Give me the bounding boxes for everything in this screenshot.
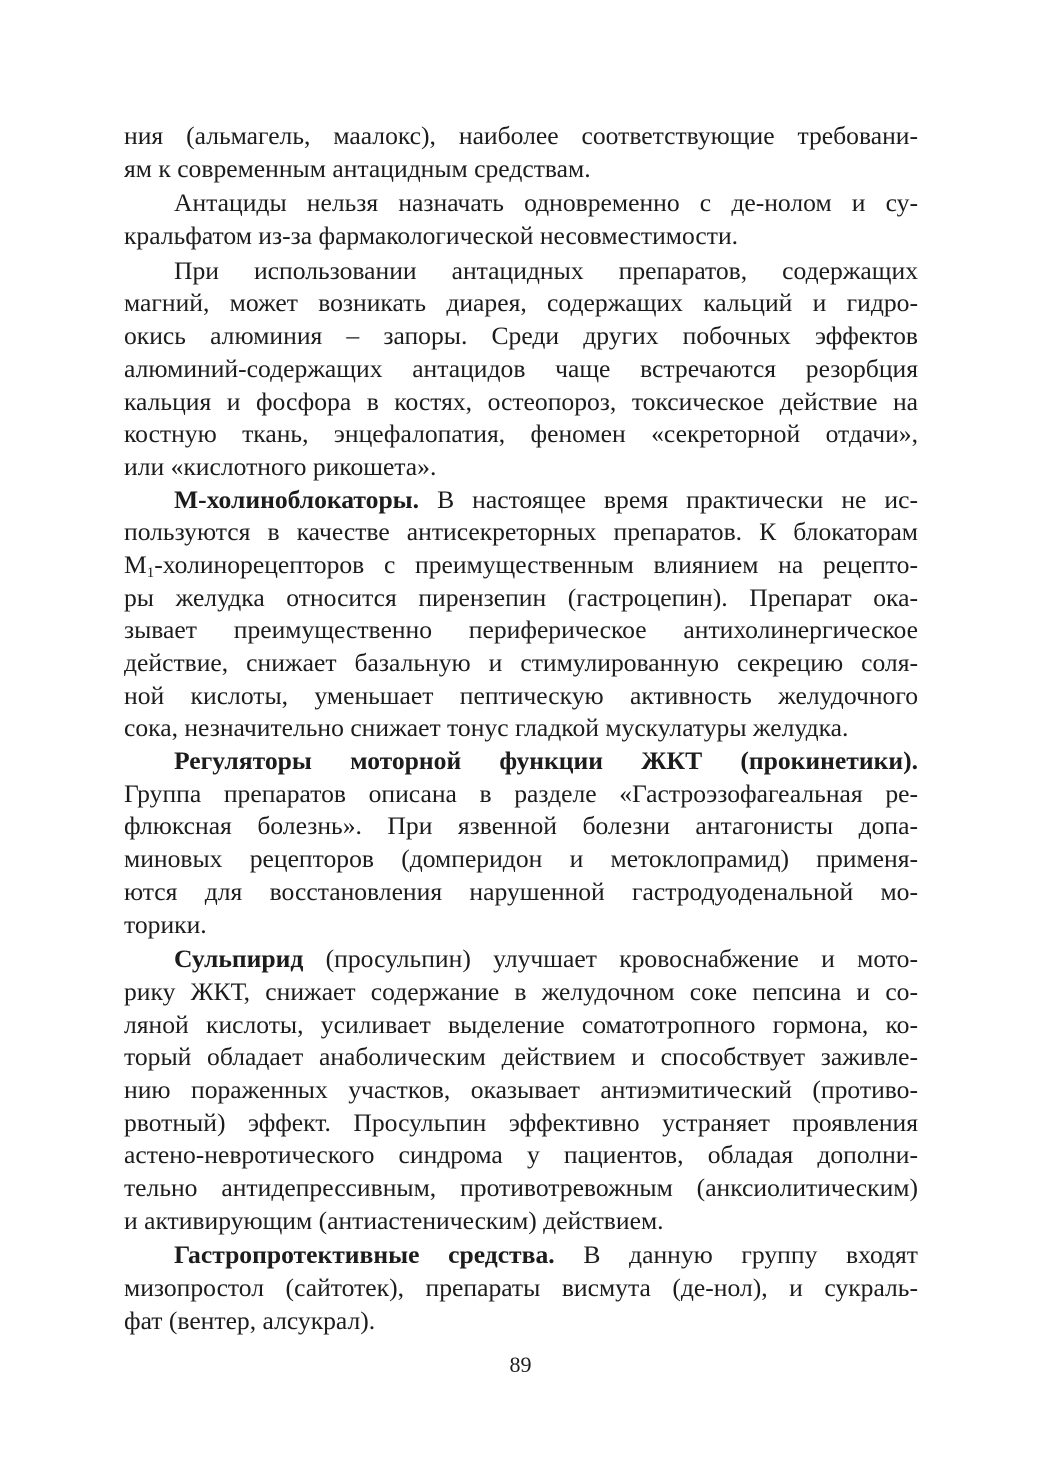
paragraph	[124, 484, 918, 746]
section-heading: Регуляторы моторной функции ЖКТ (прокинетики).	[174, 746, 918, 776]
paragraph	[124, 1239, 918, 1337]
text-line: флюксная болезнь». При язвенной болезни антагонисты допа-	[124, 811, 918, 841]
text-line: пользуются в качестве антисекреторных препаратов. К блокаторам	[124, 517, 918, 547]
text-run: М	[124, 549, 147, 579]
text-line: магний, может возникать диарея, содержащих кальций и гидро-	[124, 288, 918, 318]
text-line: фат (вентер, алсукрал).	[124, 1305, 376, 1335]
text-line: или «кислотного рикошета».	[124, 451, 437, 481]
text-line: ния (альмагель, маалокс), наиболее соответствующие требовани-	[124, 121, 918, 150]
text-line: окись алюминия – запоры. Среди других побочных эффектов	[124, 321, 918, 351]
text-line: Антациды нельзя назначать одновременно с де-нолом и су-	[174, 188, 918, 218]
text-line: действие, снижает базальную и стимулированную секрецию соля-	[124, 648, 918, 677]
paragraph	[124, 255, 918, 484]
text-line	[124, 1239, 918, 1272]
section-heading: Гастропротективные средства.	[174, 1240, 555, 1270]
text-line: ной кислоты, уменьшает пептическую активность желудочного	[124, 680, 918, 710]
text-line: торый обладает анаболическим действием и способствует заживле-	[124, 1042, 918, 1072]
page-body	[124, 120, 918, 1337]
text-line: Группа препаратов описана в разделе «Гастроэзофагеальная ре-	[124, 778, 918, 808]
text-line: ляной кислоты, усиливает выделение соматотропного гормона, ко-	[124, 1009, 918, 1039]
section-heading: Сульпирид	[174, 944, 304, 974]
text-line: алюминий-содержащих антацидов чаще встречаются резорбция	[124, 353, 918, 383]
text-run: -холинорецепторов с преимущественным влиянием на рецепто-	[154, 549, 918, 579]
text-line: астено-невротического синдрома у пациентов, обладая дополни-	[124, 1140, 918, 1170]
text-run: (просульпин) улучшает кровоснабжение и мото-	[303, 944, 918, 974]
text-line: миновых рецепторов (домперидон и метоклопрамид) применя-	[124, 844, 918, 874]
page-number: 89	[509, 1352, 532, 1377]
text-line: ры желудка относится пирензепин (гастроцепин). Препарат ока-	[124, 582, 918, 612]
text-run: В данную группу входят	[554, 1240, 918, 1270]
text-line: ются для восстановления нарушенной гастродуоденальной мо-	[124, 876, 918, 906]
text-run: В настоящее время практически не ис-	[419, 484, 918, 514]
text-line	[124, 484, 918, 517]
text-line: нию пораженных участков, оказывает антиэмитический (противо-	[124, 1074, 918, 1104]
text-line: и активирующим (антиастеническим) действием.	[124, 1205, 664, 1235]
text-line: кальция и фосфора в костях, остеопороз, токсическое действие на	[124, 386, 918, 416]
text-line: торики.	[124, 909, 207, 939]
text-line	[124, 745, 918, 778]
paragraph	[124, 745, 918, 941]
text-line: При использовании антацидных препаратов, содержащих	[174, 255, 918, 285]
paragraph	[124, 120, 918, 185]
text-line: рику ЖКТ, снижает содержание в желудочном соке пепсина и со-	[124, 976, 918, 1006]
paragraph	[124, 943, 918, 1237]
text-line: костную ткань, энцефалопатия, феномен «секреторной отдачи»,	[124, 419, 918, 449]
text-line: зывает преимущественно периферическое антихолинергическое	[124, 615, 918, 645]
subscript: 1	[146, 564, 155, 581]
text-line: тельно антидепрессивным, противотревожным (анксиолитическим)	[124, 1173, 918, 1202]
text-line: кральфатом из-за фармакологической несовместимости.	[124, 221, 739, 251]
text-line: ям к современным антацидным средствам.	[124, 153, 591, 183]
paragraph	[124, 187, 918, 252]
text-line: рвотный) эффект. Просульпин эффективно устраняет проявления	[124, 1107, 918, 1137]
text-line	[124, 943, 918, 976]
text-line: мизопростол (сайтотек), препараты висмута (де-нол), и сукраль-	[124, 1273, 918, 1303]
text-line	[124, 549, 918, 582]
text-line: сока, незначительно снижает тонус гладкой мускулатуры желудка.	[124, 713, 849, 743]
section-heading: М-холиноблокаторы.	[174, 484, 420, 514]
